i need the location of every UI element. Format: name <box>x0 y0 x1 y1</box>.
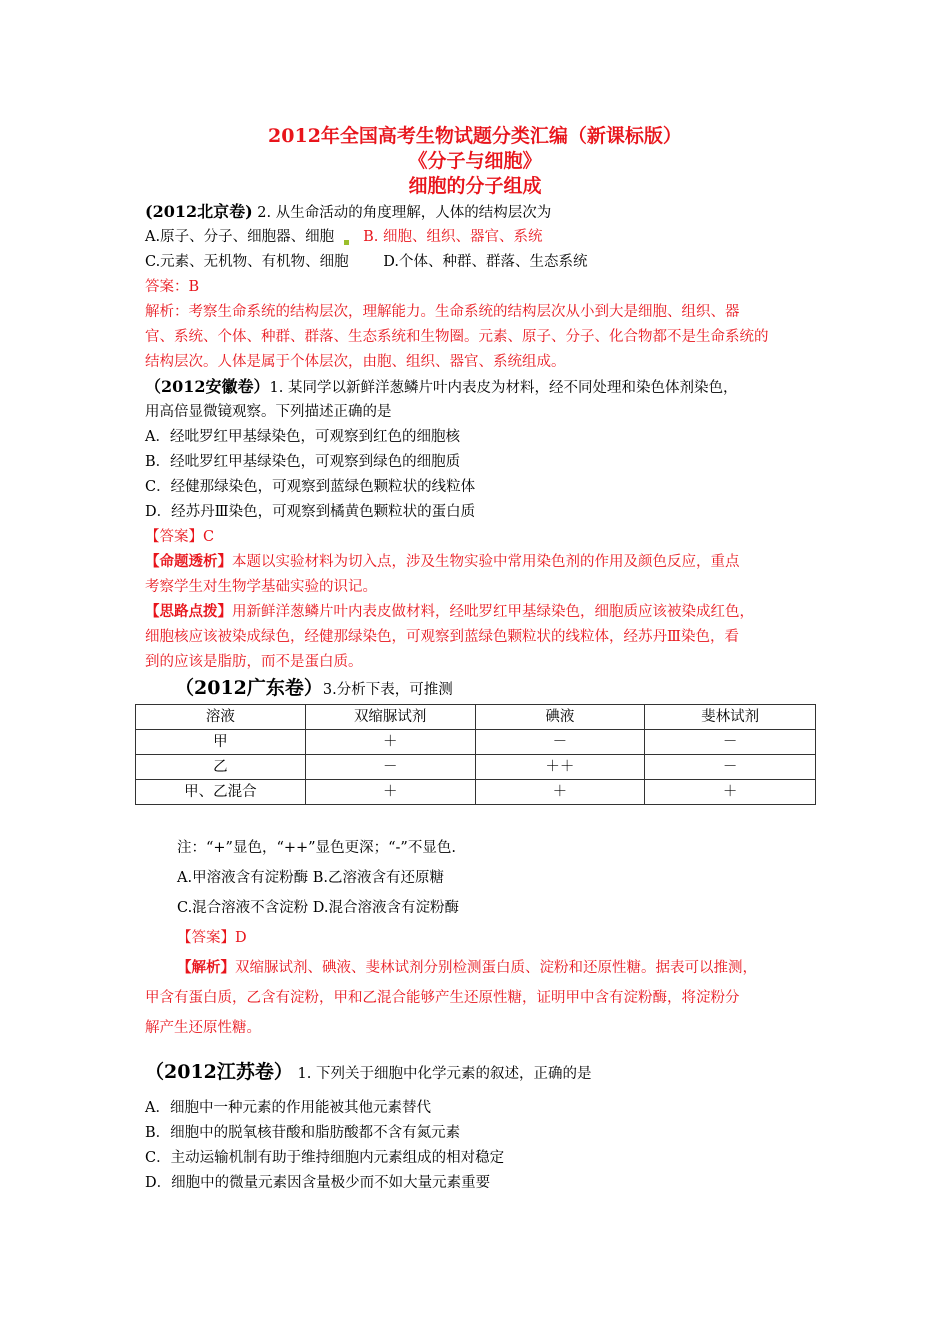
answer: 答案：B <box>145 279 200 295</box>
option-d: D.个体、种群、群落、生态系统 <box>383 254 588 270</box>
section-title: 细胞的分子组成 <box>408 175 542 197</box>
table-cell: 甲 <box>136 730 306 755</box>
answer: 【答案】D <box>177 930 247 946</box>
table-cell: － <box>645 755 816 780</box>
option-c: C．主动运输机制有助于维持细胞内元素组成的相对稳定 <box>145 1150 505 1166</box>
analysis-line: 官、系统、个体、种群、群落、生态系统和生物圈。元素、原子、分子、化合物都不是生命系统的 <box>145 329 769 345</box>
options-row: A.甲溶液含有淀粉酶 B.乙溶液含有还原糖 <box>177 870 444 886</box>
table-cell: 乙 <box>136 755 306 780</box>
doc-subtitle: 《分子与细胞》 <box>408 150 542 172</box>
analysis-line: 【解析】双缩脲试剂、碘液、斐林试剂分别检测蛋白质、淀粉和还原性糖。据表可以推测， <box>177 959 757 976</box>
table-cell: － <box>475 730 645 755</box>
result-table <box>135 704 816 805</box>
options-row <box>145 225 542 249</box>
option-d: D．经苏丹Ⅲ染色，可观察到橘黄色颗粒状的蛋白质 <box>145 504 476 520</box>
question-guangdong-stem: （2012广东卷）3.分析下表，可推测 <box>175 677 453 699</box>
analysis-line: 甲含有蛋白质，乙含有淀粉，甲和乙混合能够产生还原性糖，证明甲中含有淀粉酶，将淀粉分 <box>145 990 740 1006</box>
option-a: A．细胞中一种元素的作用能被其他元素替代 <box>145 1100 431 1116</box>
option-d: D．细胞中的微量元素因含量极少而不如大量元素重要 <box>145 1175 491 1191</box>
table-row <box>136 730 816 755</box>
answer: 【答案】C <box>145 529 215 545</box>
table-header-row <box>136 705 816 730</box>
option-b: B．经吡罗红甲基绿染色，可观察到绿色的细胞质 <box>145 454 461 470</box>
option-c: C.元素、无机物、有机物、细胞 <box>145 254 349 270</box>
options-row: C.混合溶液不含淀粉 D.混合溶液含有淀粉酶 <box>177 900 460 916</box>
option-b: B. 细胞、组织、器官、系统 <box>363 229 543 245</box>
analysis-line: 考察学生对生物学基础实验的识记。 <box>145 579 377 595</box>
table-row <box>136 780 816 805</box>
analysis-line: 到的应该是脂肪，而不是蛋白质。 <box>145 654 363 670</box>
question-source: （2012江苏卷） <box>145 1061 293 1083</box>
marker-dot <box>344 240 349 245</box>
option-a: A.原子、分子、细胞器、细胞 <box>145 229 335 245</box>
doc-title: 2012年全国高考生物试题分类汇编（新课标版） <box>268 125 682 147</box>
table-row <box>136 755 816 780</box>
table-header: 斐林试剂 <box>645 705 816 730</box>
question-stem-cont: 用高倍显微镜观察。下列描述正确的是 <box>145 404 392 420</box>
table-cell: ＋＋ <box>475 755 645 780</box>
option-b: B．细胞中的脱氧核苷酸和脂肪酸都不含有氮元素 <box>145 1125 461 1141</box>
table-note: 注：“+”显色，“++”显色更深；“-”不显色. <box>177 840 456 856</box>
analysis-line: 细胞核应该被染成绿色，经健那绿染色，可观察到蓝绿色颗粒状的线粒体，经苏丹Ⅲ染色，看 <box>145 629 739 645</box>
question-source: (2012北京卷) <box>145 202 253 221</box>
question-beijing-stem: (2012北京卷) 2. 从生命活动的角度理解，人体的结构层次为 <box>145 202 552 221</box>
question-anhui-stem: （2012安徽卷）1. 某同学以新鲜洋葱鳞片叶内表皮为材料，经不同处理和染色体剂染色， <box>145 377 738 396</box>
table-cell: － <box>305 755 475 780</box>
question-source: （2012安徽卷） <box>145 377 270 396</box>
analysis-line: 解产生还原性糖。 <box>145 1020 261 1036</box>
question-jiangsu-stem: （2012江苏卷） 1. 下列关于细胞中化学元素的叙述，正确的是 <box>145 1061 592 1083</box>
option-a: A．经吡罗红甲基绿染色，可观察到红色的细胞核 <box>145 429 460 445</box>
table-cell: ＋ <box>645 780 816 805</box>
table-cell: ＋ <box>475 780 645 805</box>
question-source: （2012广东卷） <box>175 677 323 699</box>
table-header: 溶液 <box>136 705 306 730</box>
table-header: 碘液 <box>475 705 645 730</box>
table-cell: － <box>645 730 816 755</box>
table-header: 双缩脲试剂 <box>305 705 475 730</box>
analysis-line: 【命题透析】本题以实验材料为切入点，涉及生物实验中常用染色剂的作用及颜色反应，重点 <box>145 553 740 570</box>
option-c: C．经健那绿染色，可观察到蓝绿色颗粒状的线粒体 <box>145 479 476 495</box>
options-row <box>145 250 588 274</box>
table-cell: ＋ <box>305 730 475 755</box>
analysis-line: 【思路点拨】用新鲜洋葱鳞片叶内表皮做材料，经吡罗红甲基绿染色，细胞质应该被染成红色， <box>145 603 754 620</box>
table-cell: 甲、乙混合 <box>136 780 306 805</box>
analysis-line: 解析：考察生命系统的结构层次，理解能力。生命系统的结构层次从小到大是细胞、组织、器 <box>145 304 740 320</box>
table-cell: ＋ <box>305 780 475 805</box>
analysis-line: 结构层次。人体是属于个体层次，由胞、组织、器官、系统组成。 <box>145 354 566 370</box>
